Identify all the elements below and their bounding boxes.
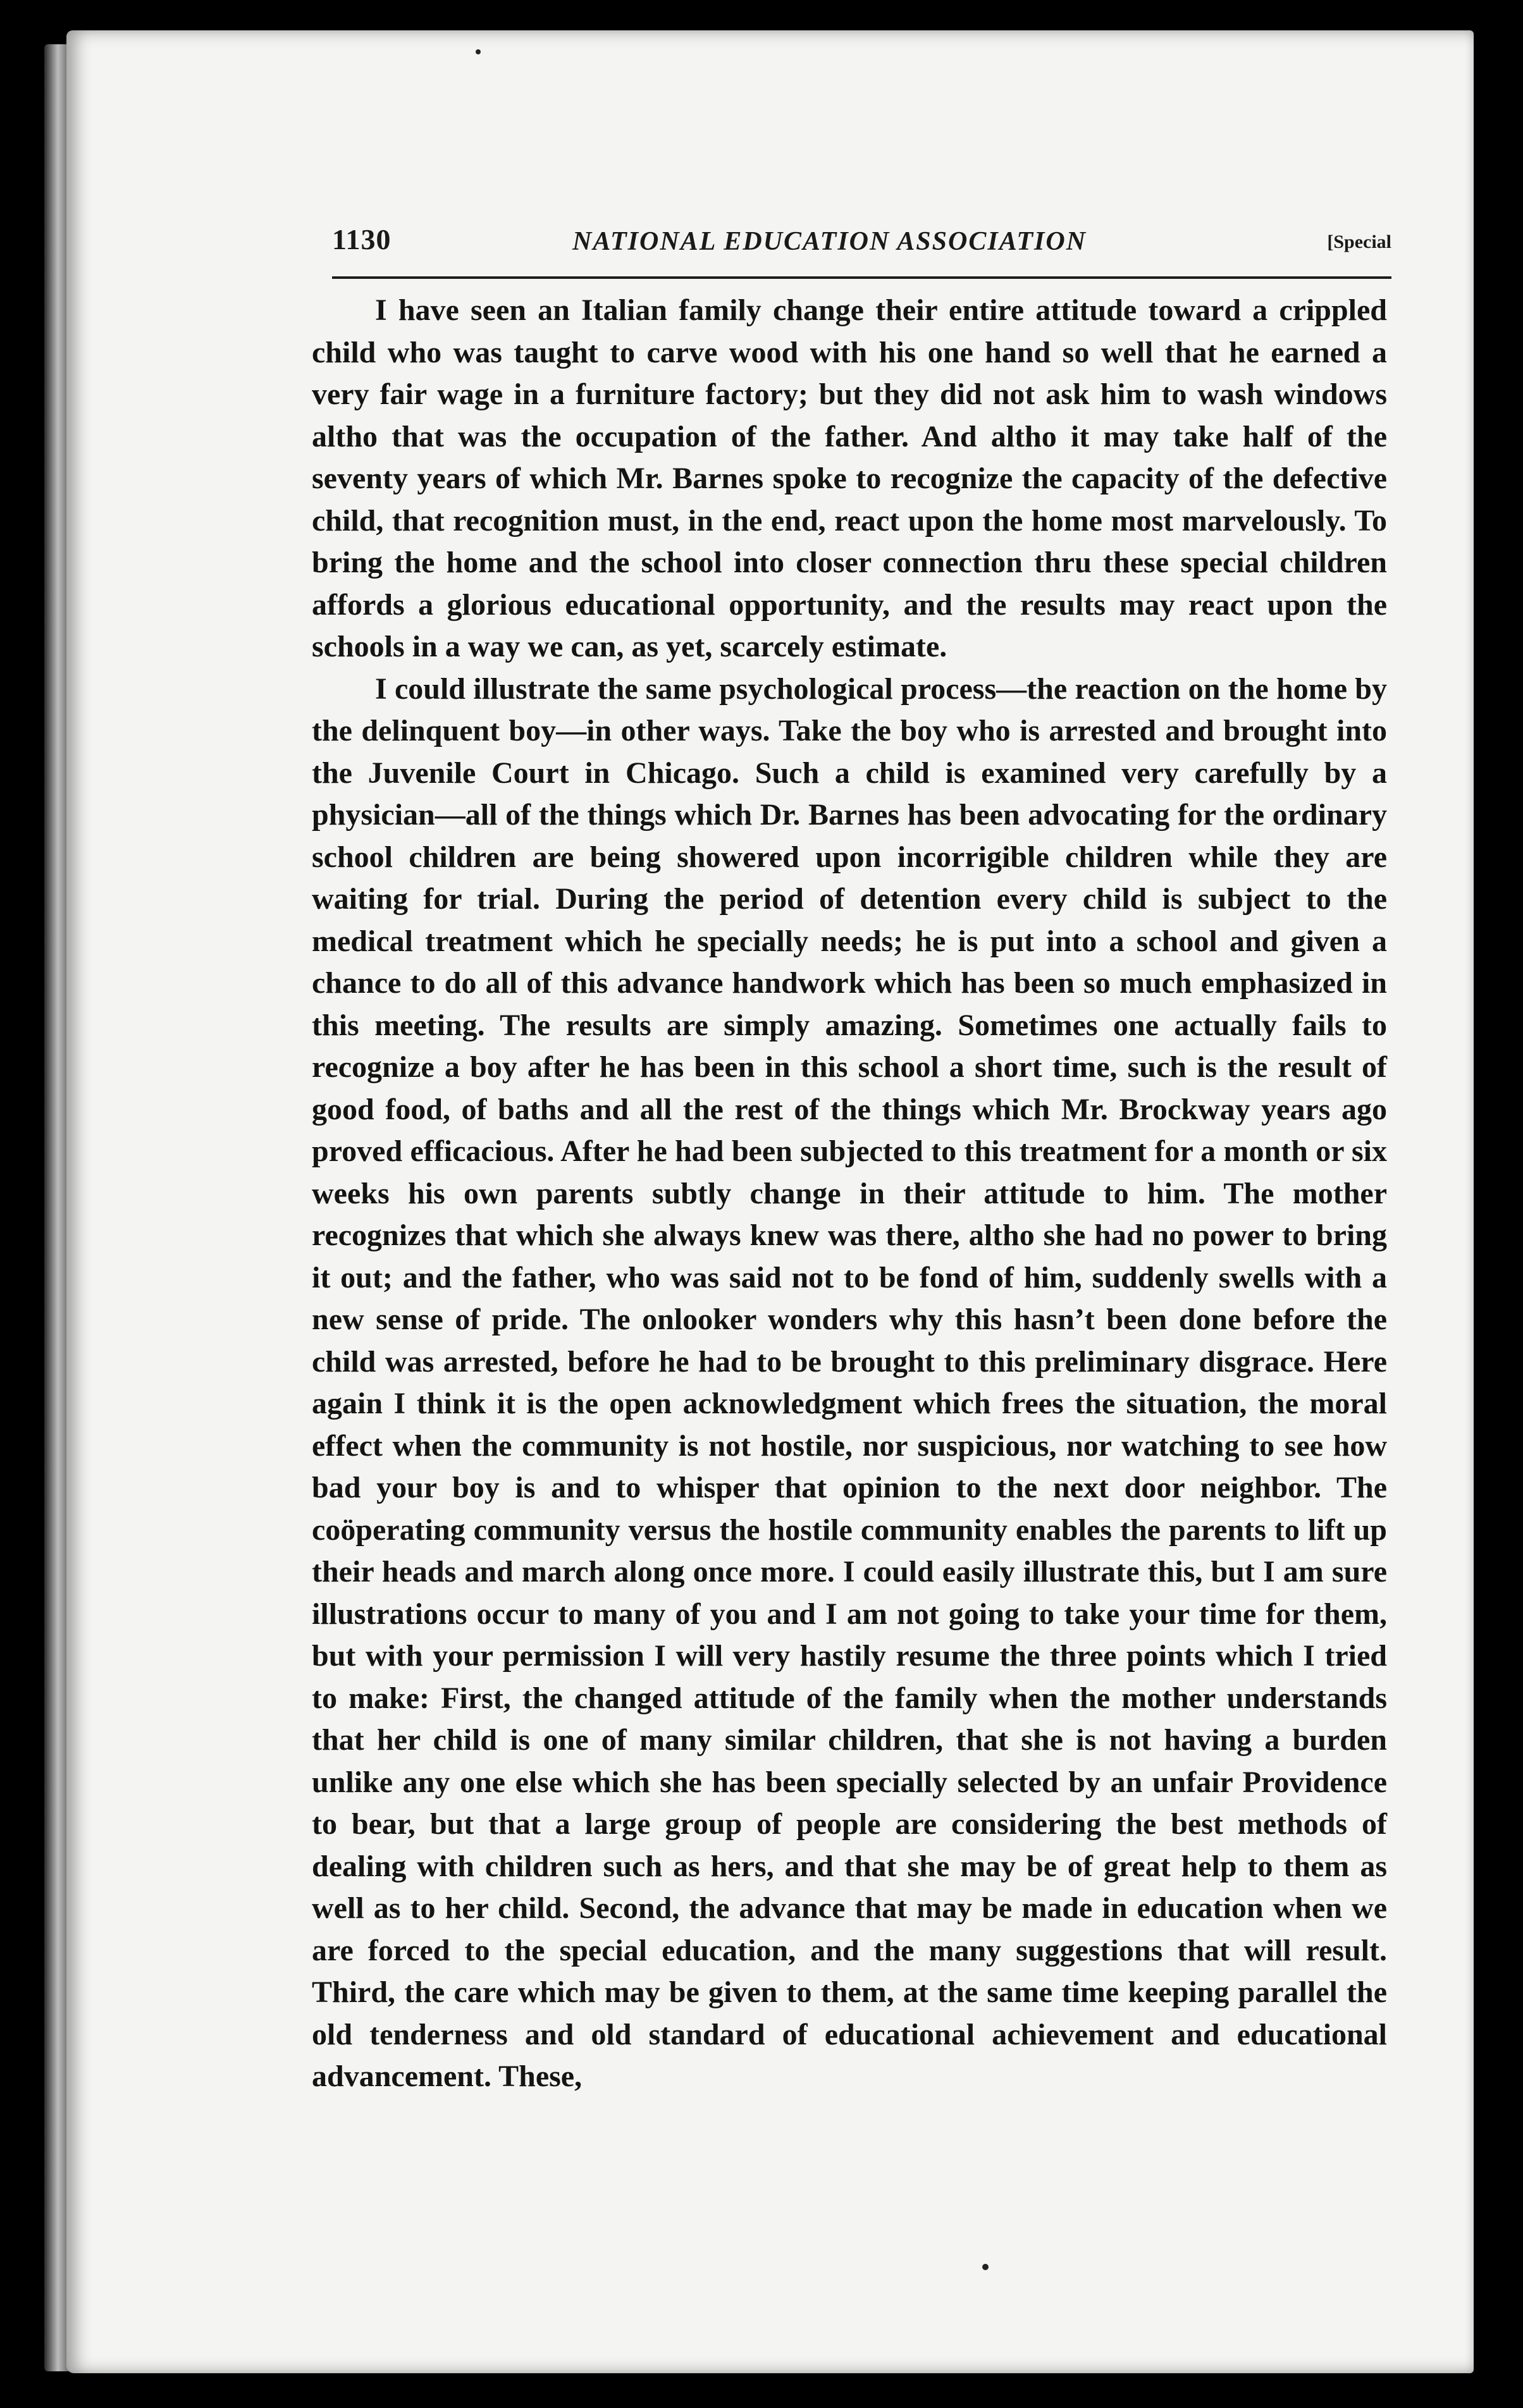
page-number: 1130 (332, 223, 392, 255)
running-head (332, 223, 1391, 280)
body-text (312, 290, 1387, 2098)
scan-speck (476, 49, 481, 54)
scan-speck (982, 2264, 989, 2270)
paragraph-2: I could illustrate the same psychological process—the reaction on the home by the delinquent boy—in other ways. Take the boy who is arrested and brought into the Juvenile Court in Chicago. Such a child is examined very carefully by a physician—all of the things which Dr. Barnes has been advocating for the ordinary school children are being showered upon incorrigible children while they are waiting for trial. During the period of detention every child is subject to the medical treatment which he specially needs; he is put into a school and given a chance to do all of this advance handwork which has been so much emphasized in this meeting. The results are simply amazing. Sometimes one actually fails to recognize a boy after he has been in this school a short time, such is the result of good food, of baths and all the rest of the things which Mr. Brockway years ago proved efficacious. After he had been subjected to this treatment for a month or six weeks his own parents subtly change in their attitude to him. The mother recognizes that which she always knew was there, altho she had no power to bring it out; and the father, who was said not to be fond of him, suddenly swells with a new sense of pride. The onlooker wonders why this hasn’t been done before the child was arrested, before he had to be brought to this preliminary disgrace. Here again I think it is the open acknowledgment which frees the situation, the moral effect when the community is not hostile, nor suspicious, nor watching to see how bad your boy is and to whisper that opinion to the next door neighbor. The coöperating community versus the hostile community enables the parents to lift up their heads and march along once more. I could easily illustrate this, but I am sure illustrations occur to many of you and I am not going to take your time for them, but with your permission I will very hastily resume the three points which I tried to make: First, the changed attitude of the family when the mother understands that her child is one of many similar children, that she is not having a burden unlike any one else which she has been specially selected by an unfair Providence to bear, but that a large group of people are considering the best methods of dealing with children such as hers, and that she may be of great help to them as well as to her child. Second, the advance that may be made in education when we are forced to the special education, and the many suggestions that will result. Third, the care which may be given to them, at the same time keeping parallel the old tenderness and old standard of educational achievement and educational advancement. These, (312, 672, 1387, 2093)
journal-title: NATIONAL EDUCATION ASSOCIATION (572, 227, 1087, 256)
section-label: [Special (1327, 231, 1391, 252)
header-rule (332, 276, 1391, 279)
paragraph-1: I have seen an Italian family change their entire attitude toward a crippled child who was taught to carve wood with his one hand so well that he earned a very fair wage in a furniture factory; but they did not ask him to wash windows altho that was the occupation of the father. And altho it may take half of the seventy years of which Mr. Barnes spoke to recognize the capacity of the defective child, that recognition must, in the end, react upon the home most marvelously. To bring the home and the school into closer connection thru these special children affords a glorious educational opportunity, and the results may react upon the schools in a way we can, as yet, scarcely estimate. (312, 293, 1387, 663)
